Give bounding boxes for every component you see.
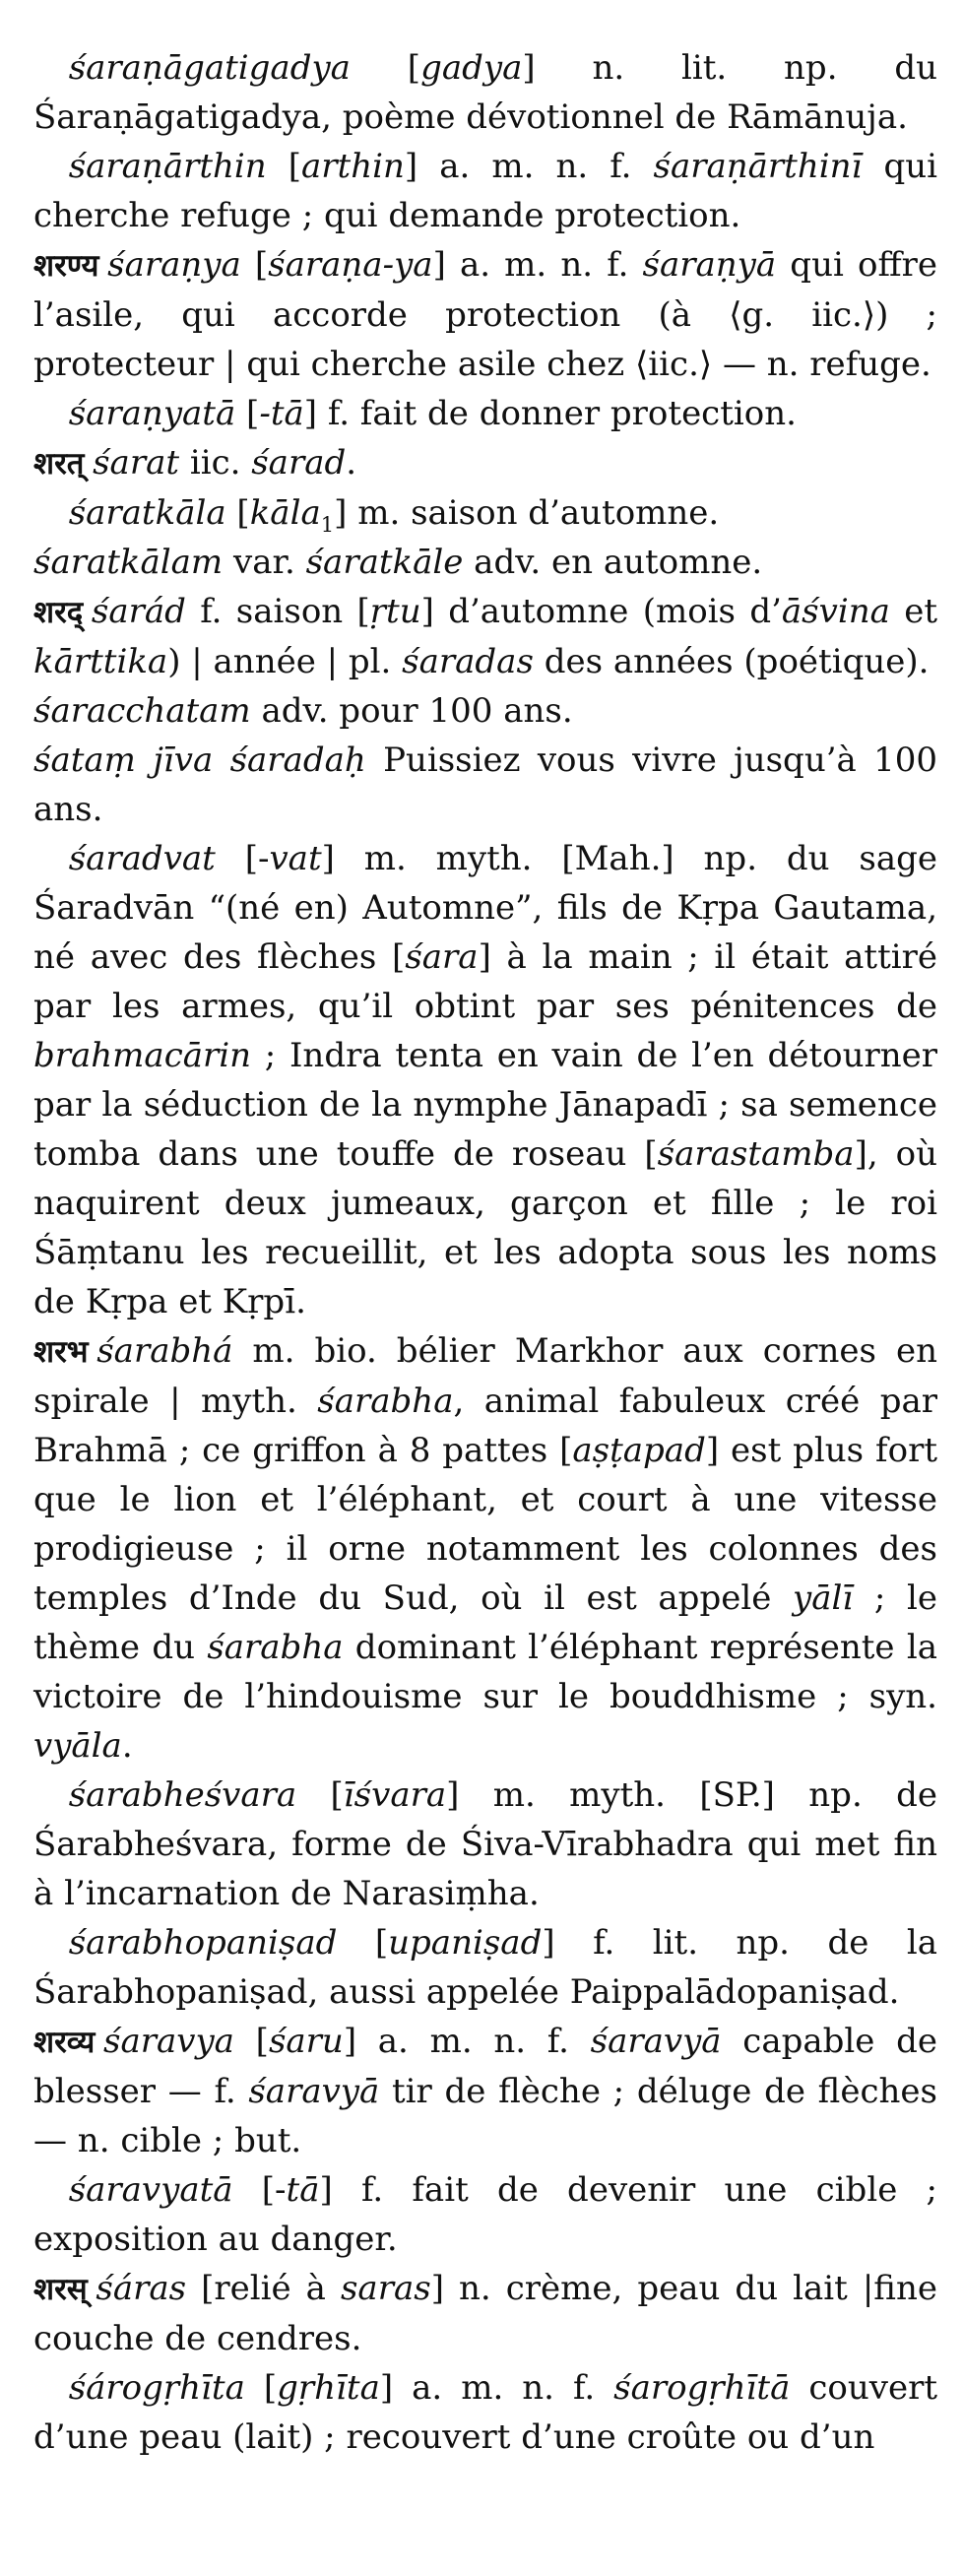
italic-term: śaratkāle (305, 543, 464, 582)
entry-text: qui cherche refuge ; qui demande protection. (33, 147, 937, 235)
dictionary-entry (33, 587, 937, 686)
entry-text: tir de flèche ; déluge de flèches — n. cible ; but. (33, 2072, 937, 2160)
italic-term: śáras (96, 2269, 187, 2308)
entry-text: ] m. myth. [SP.] np. de Śarabheśvara, forme de Śiva-Vīrabhadra qui met fin à l’incarnation de Narasiṃha. (33, 1775, 937, 1913)
entry-text: ] a. m. n. f. (343, 2022, 591, 2061)
sub-entry (33, 2165, 937, 2264)
entry-text: ] est plus fort que le lion et l’éléphant, et court à une vitesse prodigieuse ; il orne notamment les colonnes des temples d’Inde du Sud, où il est appelé (33, 1431, 938, 1618)
italic-term: vat (269, 839, 322, 878)
entry-text: ], où naquirent deux jumeaux, garçon et fille ; le roi Śāṃtanu les recueillit, et les adopta sous les noms de Kṛpa et Kṛpī. (33, 1134, 938, 1321)
italic-term: āśvina (781, 592, 890, 631)
italic-term: śaraṇārthinī (653, 147, 863, 186)
dictionary-entry (33, 240, 937, 389)
sub-entry (33, 389, 937, 438)
italic-term: śaradvat (68, 839, 216, 878)
entry-text: ] d’automne (mois d’ (420, 592, 782, 631)
italic-term: śaracchatam (33, 691, 251, 731)
entry-text: ] f. fait de devenir une cible ; exposition au danger. (33, 2170, 937, 2259)
italic-term: gṛhīta (277, 2368, 380, 2408)
italic-term: upaniṣad (388, 1923, 543, 1963)
italic-term: tā (286, 2170, 320, 2210)
entry-text: dominant l’éléphant représente la victoire de l’hindouisme sur le bouddhisme ; syn. (33, 1628, 937, 1716)
italic-term: śataṃ jīva śaradaḥ (33, 741, 366, 780)
entry-text: [ (244, 2368, 278, 2408)
dictionary-entry (33, 2264, 937, 2363)
italic-term: śaravyā (248, 2072, 380, 2111)
entry-text: [- (232, 2170, 287, 2210)
dictionary-entry (33, 438, 937, 488)
dictionary-entry (33, 2017, 937, 2165)
italic-term: śarabha (207, 1628, 344, 1667)
entry-text: ] m. saison d’automne. (334, 493, 720, 533)
italic-term: aṣṭapad (572, 1431, 706, 1470)
italic-term: -tā (259, 394, 304, 433)
italic-term: kārttika (33, 642, 168, 681)
entry-text: qui offre l’asile, qui accorde protection (à ⟨g. iic.⟩) ; protecteur | qui cherche asile chez ⟨iic.⟩ — n. refuge. (33, 245, 937, 384)
entry-text: ] n. lit. np. du Śaraṇāgatigadya, poème dévotionnel de Rāmānuja. (33, 48, 937, 137)
sub-entry (33, 1771, 937, 1918)
dictionary-entry (33, 1326, 937, 1771)
italic-term: śárogṛhīta (68, 2368, 245, 2408)
entry-text: , animal fabuleux créé par Brahmā ; ce griffon à 8 pattes [ (33, 1382, 938, 1470)
entry-text: [ (337, 1923, 389, 1963)
entry-text: ] a. m. n. f. (432, 245, 643, 285)
entry-text: . (121, 1726, 133, 1766)
italic-term: śarabha (317, 1382, 454, 1421)
italic-term: vyāla (33, 1726, 122, 1766)
sub-entry (33, 43, 937, 142)
entry-text: ] m. myth. [Mah.] np. du sage Śaradvān “(né en) Automne”, fils de Kṛpa Gautama, né avec des flèches [ (33, 839, 938, 977)
italic-term: śarabheśvara (68, 1775, 297, 1815)
italic-term: śaravyā (590, 2022, 722, 2061)
entry-text: ] f. lit. np. de la Śarabhopaniṣad, aussi appelée Paippalādopaniṣad. (33, 1923, 938, 2012)
entry-text: capable de blesser — f. (33, 2022, 937, 2111)
entry-text: adv. pour 100 ans. (250, 691, 573, 731)
dictionary-entry (33, 538, 937, 587)
entry-text: ) | année | pl. (167, 642, 403, 681)
devanagari-headword: शरत् (33, 446, 85, 482)
entry-text: . (346, 443, 357, 483)
italic-term: śarád (91, 592, 186, 631)
italic-term: śaravya (103, 2022, 234, 2061)
entry-text: [ (350, 48, 421, 88)
entry-text: Puissiez vous vivre jusqu’à 100 ans. (33, 741, 938, 829)
italic-term: arthin (301, 147, 405, 186)
italic-term: yālī (792, 1578, 854, 1618)
italic-term: śarogṛhītā (613, 2368, 791, 2408)
entry-text: var. (223, 543, 306, 582)
italic-term: saras (340, 2269, 431, 2308)
italic-term: śarastamba (657, 1134, 855, 1174)
devanagari-headword: शरण्य (33, 248, 99, 284)
entry-text: [ (233, 2022, 269, 2061)
italic-term: śara (405, 937, 479, 977)
entry-text: ] a. m. n. f. (404, 147, 654, 186)
entry-text: m. bio. bélier Markhor aux cornes en spirale | myth. (33, 1331, 937, 1421)
devanagari-headword: शरभ (33, 1334, 89, 1370)
italic-term: śarad (251, 443, 347, 483)
entry-text: [relié à (186, 2269, 341, 2308)
sub-entry (33, 488, 937, 538)
italic-term: gadya (420, 48, 523, 88)
italic-term: brahmacārin (33, 1036, 252, 1075)
entry-text: [ (266, 147, 302, 186)
entry-text: et (889, 592, 937, 631)
entry-text: ] n. crème, peau du lait |fine couche de cendres. (33, 2269, 938, 2358)
italic-term: śarabhopaniṣad (68, 1923, 338, 1963)
subscript-index: 1 (320, 511, 335, 537)
dictionary-entry (33, 686, 937, 736)
entry-text: [ (225, 493, 250, 533)
sub-entry (33, 142, 937, 240)
entry-text: ; le thème du (33, 1578, 937, 1667)
italic-term: śaraṇyatā (68, 394, 236, 433)
italic-term: śaratkālam (33, 543, 224, 582)
entry-text: [ (235, 394, 260, 433)
italic-term: śaratkāla (68, 493, 226, 533)
italic-term: śaraṇa-ya (268, 245, 433, 285)
sub-entry (33, 1918, 937, 2017)
devanagari-headword: शरस् (33, 2272, 88, 2307)
italic-term: śaraṇāgatigadya (68, 48, 351, 88)
italic-term: śaravyatā (68, 2170, 233, 2210)
sub-entry (33, 834, 937, 1326)
italic-term: ṛtu (369, 592, 421, 631)
italic-term: śaraṇārthin (68, 147, 267, 186)
entry-text: ] f. fait de donner protection. (303, 394, 797, 433)
entry-text: adv. en automne. (463, 543, 763, 582)
entry-text: couvert d’une peau (lait) ; recouvert d’une croûte ou d’un (33, 2368, 937, 2457)
italic-term: śaru (268, 2022, 344, 2061)
dictionary-entry (33, 736, 937, 834)
entry-text: [- (215, 839, 270, 878)
entry-text: [ (296, 1775, 344, 1815)
entry-text: des années (poétique). (533, 642, 930, 681)
italic-term: śarabhá (96, 1331, 233, 1371)
sub-entry (33, 2363, 937, 2462)
devanagari-headword: शरद् (33, 595, 84, 630)
entry-text: [ (240, 245, 269, 285)
italic-term: śaradas (402, 642, 534, 681)
italic-term: śarat (93, 443, 180, 483)
italic-term: śaraṇyā (642, 245, 777, 285)
entry-text: ] a. m. n. f. (379, 2368, 614, 2408)
entry-text: iic. (179, 443, 252, 483)
entry-text: ] à la main ; il était attiré par les armes, qu’il obtint par ses pénitences de (33, 937, 937, 1026)
entry-text: ; Indra tenta en vain de l’en détourner par la séduction de la nymphe Jānapadī ; sa semence tomba dans une touffe de roseau [ (33, 1036, 937, 1174)
italic-term: kāla (249, 493, 321, 533)
italic-term: śaraṇya (107, 245, 241, 285)
entry-text: f. saison [ (185, 592, 370, 631)
devanagari-headword: शरव्य (33, 2025, 96, 2060)
italic-term: īśvara (343, 1775, 447, 1815)
